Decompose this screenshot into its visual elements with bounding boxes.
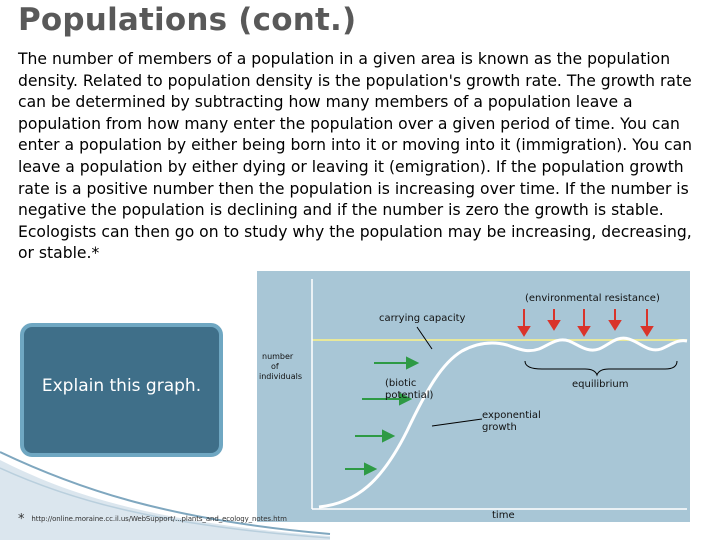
footnote-marker: *	[18, 512, 25, 527]
slide-title: Populations (cont.)	[18, 2, 357, 38]
carrying-pointer	[417, 327, 432, 349]
biotic-label-line2: potential)	[385, 390, 434, 401]
carrying-capacity-label: carrying capacity	[379, 313, 466, 324]
equilibrium-label: equilibrium	[572, 379, 629, 390]
biotic-potential-arrows	[345, 358, 417, 474]
biotic-label-line1: (biotic	[385, 378, 417, 389]
y-axis-label-of: of	[271, 362, 279, 371]
x-axis-label: time	[492, 510, 515, 521]
environmental-resistance-arrows	[519, 309, 652, 335]
source-link[interactable]: http://online.moraine.cc.il.us/WebSupport/...plants_and_ecology_notes.htm	[31, 515, 287, 523]
footnote	[18, 512, 378, 530]
exponential-pointer	[432, 419, 482, 426]
exponential-label-line1: exponential	[482, 410, 541, 421]
y-axis-label-number: number	[262, 352, 294, 361]
explain-graph-callout	[20, 323, 223, 457]
equilibrium-brace	[525, 361, 677, 375]
body-paragraph: The number of members of a population in a given area is known as the population density. Related to population density is the population's growth rate. The growth rate can be determined by subtracting how many members of a population leave a population from how many enter the population over a given period of time. You can enter a population by either being born into it or moving into it (immigration). You can leave a population by either dying or leaving it (emigration). If the population growth rate is a positive number then the population is increasing over time. If the number is negative the population is declining and if the number is zero the growth is stable. Ecologists can then go on to study why the population may be increasing, decreasing, or stable.*	[18, 50, 693, 263]
callout-text: Explain this graph.	[41, 376, 202, 396]
y-axis-label-individuals: individuals	[259, 372, 302, 381]
environmental-resistance-label: (environmental resistance)	[525, 293, 660, 304]
exponential-label-line2: growth	[482, 422, 517, 433]
